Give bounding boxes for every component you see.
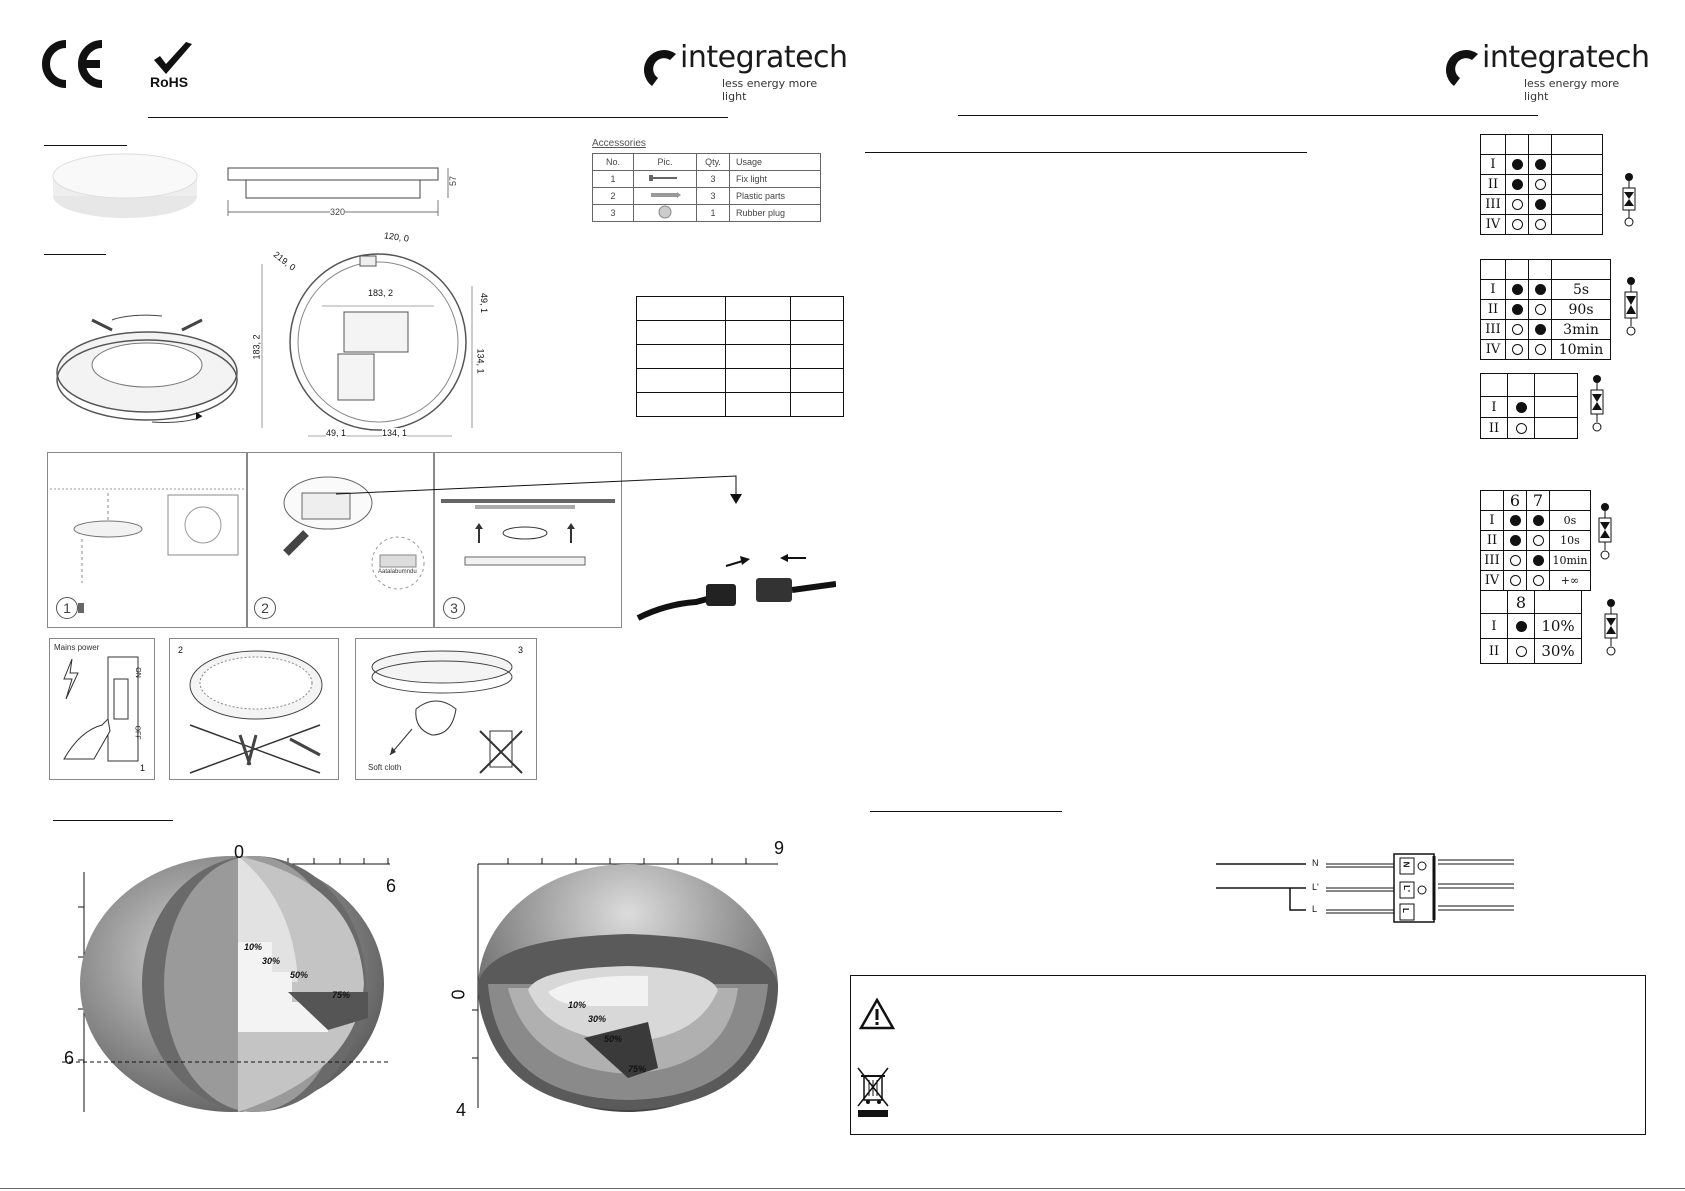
wiring-diagram [1214,848,1524,930]
brand-logo-left [638,40,848,103]
lightning-icon [64,659,78,699]
table-row: IV 10min [1481,340,1611,360]
table-row: I [1481,155,1603,175]
zone-50: 50% [290,970,309,980]
dim-height: 57 [448,175,459,187]
dip-switch-icon [1596,502,1614,562]
detection-diagram-side [58,842,418,1122]
page-bottom-rule [0,1188,1685,1189]
table-row: III 10min [1481,551,1591,571]
blocked-label: Aatalabumndu [378,569,417,575]
mains-power-label: Mains power [54,643,100,652]
wire-label-l1: L' [1312,882,1319,892]
screw-icon [634,171,697,188]
terminal-label-n: N [1401,861,1411,868]
dim-width: 320 [330,207,346,217]
dim-120: 120, 0 [383,230,410,244]
maintenance-panel-tools [169,638,339,780]
wire-label-n: N [1312,858,1319,868]
weee-bin-icon [856,1066,890,1118]
step-number-2: 2 [254,597,276,619]
logo-mark-icon [638,42,682,90]
maintenance-step-2: 2 [178,645,184,655]
dim-49-v: 49, 1 [479,292,490,314]
step-number-1: 1 [56,597,78,619]
axis-top-9: 9 [774,838,785,858]
product-image [50,150,200,227]
maintenance-panel-cloth [355,638,537,780]
table-row: II 10s [1481,531,1591,551]
spec-table-empty [636,296,844,417]
dip-switch-icon [1620,172,1638,228]
zone-75: 75% [628,1064,647,1074]
table-row: I 0s [1481,511,1591,531]
axis-right-6: 6 [386,876,397,896]
table-row: I 10% [1481,614,1582,639]
brand-name: integratech [1482,40,1650,75]
dim-134-h: 134, 1 [382,428,408,438]
switch-on-label: ON [133,667,141,678]
dim-134-v: 134, 1 [475,348,486,374]
table-row: II [1481,418,1578,439]
rohs-mark [148,40,198,92]
axis-top-zero: 0 [234,842,245,862]
brand-tagline: less energy more light [1524,77,1620,103]
accessories-table [592,153,821,222]
table-row: II 90s [1481,300,1611,320]
table-row: II 30% [1481,639,1582,664]
dim-183-h: 183, 2 [368,288,394,298]
section-rule-product [44,145,127,146]
dip-table-1 [1480,134,1603,235]
dip-table-4: 6 7 I 0s II 10s III 10min IV +∞ [1480,490,1591,591]
terminal-label-l1: L' [1401,885,1411,892]
header-rule-right [958,115,1538,116]
dip-switch-icon [1602,598,1620,658]
dip-table-5: 8 I 10% II 30% [1480,590,1582,664]
table-row: II [1481,175,1603,195]
table-row: III [1481,195,1603,215]
table-row: I [1481,397,1578,418]
zone-50: 50% [604,1034,623,1044]
detection-diagram-top [448,838,793,1122]
dim-219: 219, 0 [271,249,298,273]
zone-30: 30% [588,1014,607,1024]
connector-illustration [336,474,836,634]
table-row: 1 3 Fix light [593,171,821,188]
accessories-block [592,138,821,222]
ce-mark [36,38,106,95]
zone-75: 75% [332,990,351,1000]
step-number-3: 3 [443,597,465,619]
section-rule-right [865,152,1307,153]
warning-triangle-icon [859,998,895,1030]
brand-name: integratech [680,40,848,75]
maintenance-step-3: 3 [518,645,524,655]
side-view-drawing [222,160,462,220]
accessories-title: Accessories [592,138,646,149]
axis-left-zero: 0 [448,989,469,1000]
rohs-text: RoHS [150,74,189,90]
switch-off-label: OFF [133,725,141,740]
dip-switch-icon [1622,276,1640,338]
logo-mark-icon [1440,42,1484,90]
brand-logo-right [1440,40,1650,103]
dim-183-v: 183, 2 [251,334,262,360]
table-row: IV [1481,215,1603,235]
section-rule-install [44,254,106,255]
removal-illustration [52,310,242,439]
dip-switch-icon [1588,374,1606,434]
table-row: I 5s [1481,280,1611,300]
table-row: IV +∞ [1481,571,1591,591]
col-qty: Qty. [697,154,730,171]
table-row: 3 1 Rubber plug [593,205,821,222]
axis-left-6: 6 [64,1048,75,1068]
maintenance-step-1: 1 [140,763,146,773]
axis-left-4: 4 [456,1100,467,1120]
maintenance-panel-power [49,638,155,780]
zone-10: 10% [568,1000,587,1010]
col-usage: Usage [730,154,821,171]
warning-box [850,975,1646,1135]
terminal-label-l: L [1400,908,1410,913]
dim-49-h: 49, 1 [326,428,347,438]
zone-10: 10% [244,942,263,952]
back-plate-drawing [252,232,502,442]
section-rule-detection [53,820,173,821]
brand-tagline: less energy more light [722,77,818,103]
anchor-icon [634,188,697,205]
section-rule-wiring [870,811,1062,812]
dip-table-2 [1480,259,1611,360]
rubber-plug-icon [634,205,697,222]
col-pic: Pic. [634,154,697,171]
wire-label-l: L [1312,904,1318,914]
soft-cloth-label: Soft cloth [368,763,402,772]
table-header [593,154,821,171]
install-panel-1 [47,452,247,628]
header-rule-left [148,117,728,118]
dip-table-3 [1480,373,1578,439]
col-no: No. [593,154,634,171]
table-row: III 3min [1481,320,1611,340]
table-row: 2 3 Plastic parts [593,188,821,205]
zone-30: 30% [262,956,281,966]
